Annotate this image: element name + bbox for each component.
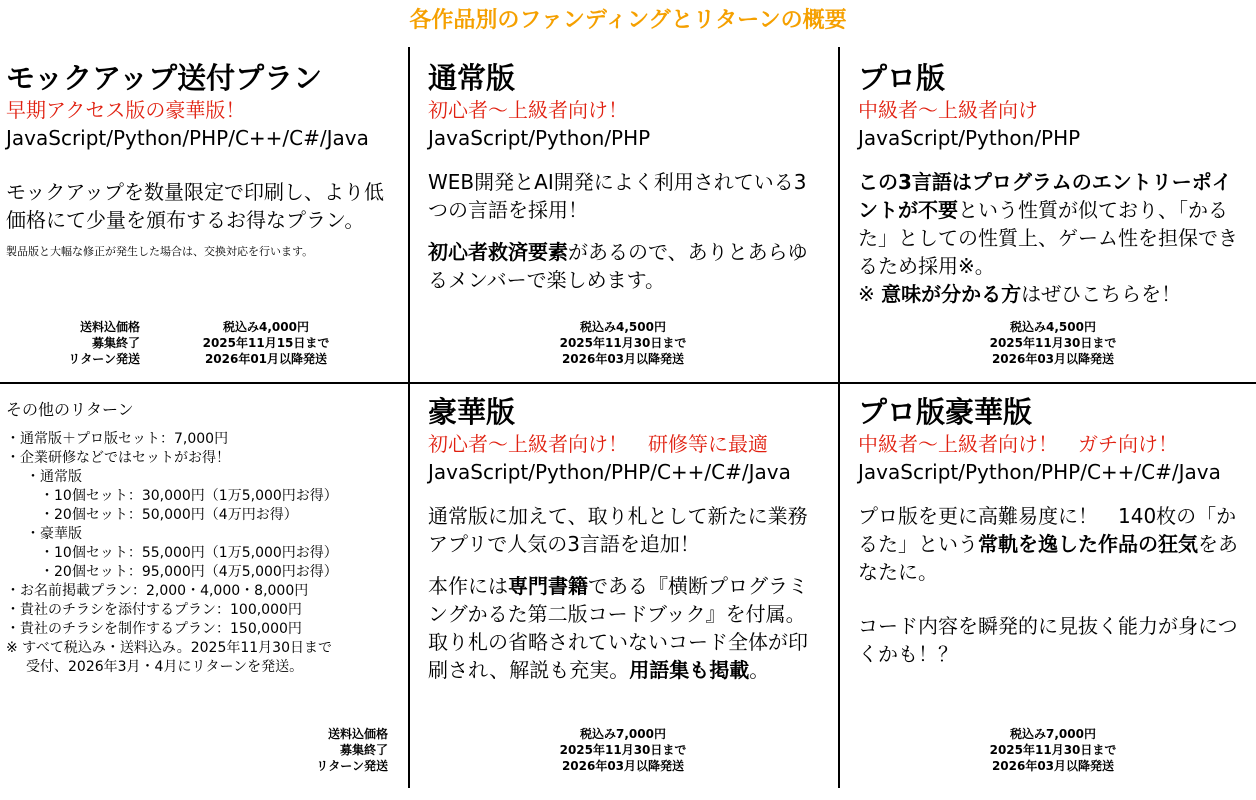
pro-price-block: [968, 319, 1138, 367]
deadline-value: 2025年11月30日まで: [989, 336, 1117, 350]
deluxe-price-block: [538, 726, 708, 774]
list-item: ・通常版: [26, 469, 82, 485]
plan-name: 通常版: [428, 61, 516, 95]
plan-description: この3言語はプログラムのエントリーポイントが不要という性質が似ており、「かるた」としての性質上、ゲーム性を担保できるため採用※。 ※ 意味が分かる方はぜひこちらを！: [858, 170, 1238, 306]
list-item: ・お名前掲載プラン：2,000・4,000・8,000円: [6, 583, 309, 599]
list-item: ・豪華版: [26, 526, 82, 542]
regular-price-block: [538, 319, 708, 367]
list-item: ・10個セット：55,000円（1万5,000円お得）: [40, 545, 338, 561]
price-value: 税込み4,500円: [580, 320, 666, 334]
list-item: ・企業研修などではセットがお得！: [6, 450, 230, 466]
regular-edition-card: [428, 60, 820, 308]
plan-tagline: 初心者～上級者向け！ 研修等に最適: [428, 432, 768, 456]
plan-languages: JavaScript/Python/PHP/C++/C#/Java: [6, 126, 369, 150]
mockup-price-block: [186, 319, 346, 367]
plan-name: プロ版豪華版: [858, 395, 1033, 429]
deadline-value: 2025年11月30日まで: [989, 743, 1117, 757]
list-item: ・貴社のチラシを添付するプラン：100,000円: [6, 602, 302, 618]
plan-description: WEB開発とAI開発によく利用されている3つの言語を採用！ 初心者救済要素があるので、ありとあらゆるメンバーで楽しめます。: [428, 170, 808, 292]
deadline-value: 2025年11月15日まで: [202, 336, 330, 350]
deadline-value: 2025年11月30日まで: [559, 743, 687, 757]
price-label: 送料込価格: [79, 320, 140, 334]
price-value: 税込み4,500円: [1010, 320, 1096, 334]
plan-languages: JavaScript/Python/PHP/C++/C#/Java: [858, 460, 1221, 484]
list-item: ・20個セット：50,000円（4万円お得）: [40, 507, 298, 523]
plan-tagline: 中級者～上級者向け！ ガチ向け！: [858, 432, 1178, 456]
mockup-plan-card: [6, 60, 401, 260]
plan-description: 通常版に加えて、取り札として新たに業務アプリで人気の3言語を追加！ 本作には専門書籍である『横断プログラミングかるた第二版コードブック』を付属。取り札の省略されていないコード全体が印刷され、解説も充実。用語集も掲載。: [428, 504, 808, 682]
plan-languages: JavaScript/Python/PHP/C++/C#/Java: [428, 460, 791, 484]
price-value: 税込み7,000円: [580, 727, 666, 741]
plan-note: 製品版と大幅な修正が発生した場合は、交換対応を行います。: [6, 245, 314, 258]
shipping-value: 2026年03月以降発送: [991, 759, 1115, 773]
deluxe-edition-card: [428, 394, 820, 698]
pro-deluxe-edition-card: [858, 394, 1250, 668]
list-item: ・貴社のチラシを制作するプラン：150,000円: [6, 621, 302, 637]
shipping-label: リターン発送: [316, 759, 388, 773]
pro-edition-card: [858, 60, 1250, 308]
deadline-label: 募集終了: [91, 336, 140, 350]
list-item: 受付、2026年3月・4月にリターンを発送。: [26, 659, 304, 675]
plan-tagline: 初心者～上級者向け！: [428, 98, 628, 122]
shipping-value: 2026年03月以降発送: [991, 352, 1115, 366]
shipping-value: 2026年01月以降発送: [204, 352, 328, 366]
other-price-labels: [280, 726, 388, 774]
shipping-label: リターン発送: [68, 352, 140, 366]
plan-name: プロ版: [858, 61, 946, 95]
column-divider-2: [838, 47, 840, 788]
price-value: 税込み7,000円: [1010, 727, 1096, 741]
plan-name: 豪華版: [428, 395, 516, 429]
price-label: 送料込価格: [327, 727, 388, 741]
column-divider-1: [408, 47, 410, 788]
other-returns-list: [6, 398, 338, 677]
plan-description: モックアップを数量限定で印刷し、より低価格にて少量を頒布するお得なプラン。: [6, 180, 384, 232]
plan-languages: JavaScript/Python/PHP: [858, 126, 1081, 150]
shipping-value: 2026年03月以降発送: [561, 352, 685, 366]
shipping-value: 2026年03月以降発送: [561, 759, 685, 773]
list-item: ・20個セット：95,000円（4万5,000円お得）: [40, 564, 338, 580]
pro-deluxe-price-block: [968, 726, 1138, 774]
deadline-value: 2025年11月30日まで: [559, 336, 687, 350]
plan-tagline: 中級者～上級者向け: [858, 98, 1038, 122]
list-item: ※ すべて税込み・送料込み。2025年11月30日まで: [6, 640, 332, 656]
price-value: 税込み4,000円: [223, 320, 309, 334]
mockup-price-labels: [30, 319, 140, 367]
page-title: 各作品別のファンディングとリターンの概要: [409, 8, 847, 33]
plan-description: プロ版を更に高難易度に！ 140枚の「かるた」という常軌を逸した作品の狂気をあなたに。 コード内容を瞬発的に見抜く能力が身につくかも！？: [858, 504, 1238, 666]
plan-languages: JavaScript/Python/PHP: [428, 126, 651, 150]
plan-name: モックアップ送付プラン: [6, 61, 323, 95]
row-divider: [0, 382, 1256, 384]
plan-tagline: 早期アクセス版の豪華版！: [6, 98, 246, 122]
other-returns-heading: その他のリターン: [6, 400, 134, 419]
deadline-label: 募集終了: [339, 743, 388, 757]
list-item: ・通常版＋プロ版セット：7,000円: [6, 431, 229, 447]
list-item: ・10個セット：30,000円（1万5,000円お得）: [40, 488, 338, 504]
